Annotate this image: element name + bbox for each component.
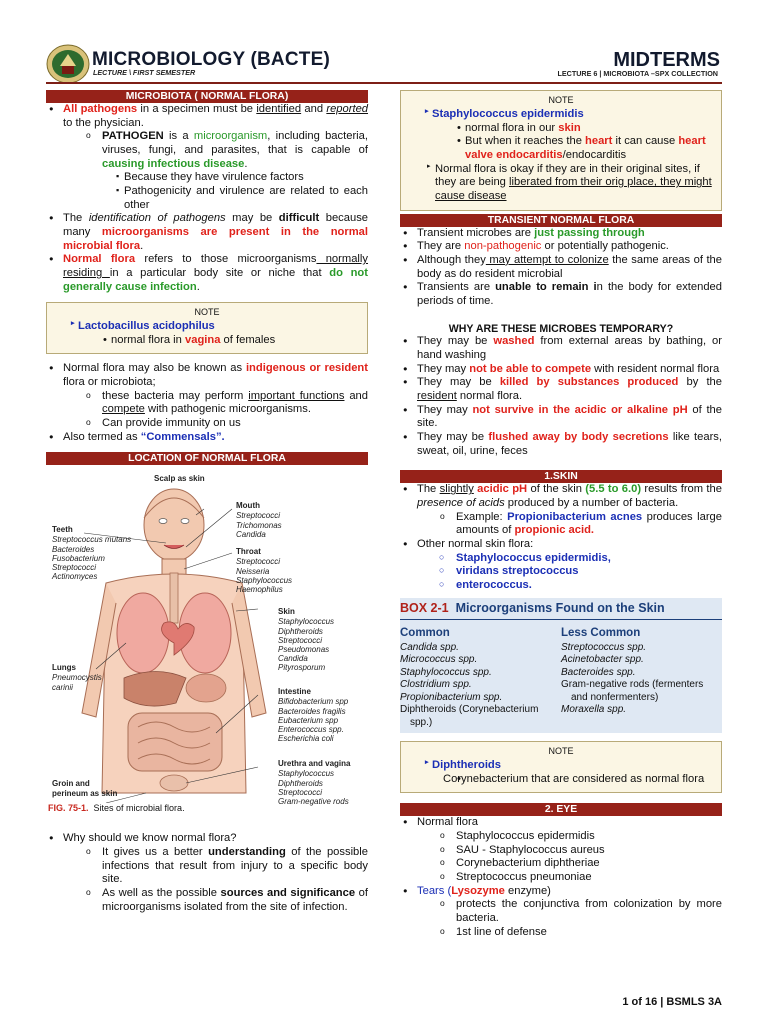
exam-title: MIDTERMS	[613, 49, 720, 71]
list-item: ● Normal flora may also be known as indigenous or resident flora or microbiota;	[46, 362, 368, 389]
university-seal-logo	[46, 44, 90, 84]
label-urethra: Urethra and vagina	[278, 759, 351, 769]
note-label: NOTE	[194, 307, 220, 318]
note-subitem: ▸ Normal flora is okay if they are in their original sites, if they are being liberated from their orig place, they might cause disease	[407, 163, 715, 204]
microbiota-list	[46, 103, 368, 294]
lecture-info: LECTURE 6 | MICROBIOTA –SPX COLLECTION	[557, 69, 718, 78]
list-item: o these bacteria may perform important functions and compete with pathogenic microorganisms.	[46, 390, 368, 417]
skin-list	[400, 483, 722, 592]
header-divider	[46, 82, 722, 84]
section-bar-location: LOCATION OF NORMAL FLORA	[46, 452, 368, 465]
list-item: ● They are non-pathogenic or potentially pathogenic.	[400, 240, 722, 254]
list-item: o Staphylococcus epidermidis	[400, 830, 722, 844]
note-item: ▸ Lactobacillus acidophilus	[53, 320, 361, 334]
list-item: ● Tears (Lysozyme enzyme)	[400, 885, 722, 899]
urethra-items: Staphylococcus Diphtheroids Streptococci Gram-negative rods	[278, 769, 349, 806]
note-item: ▸ Diphtheroids	[407, 759, 715, 773]
list-item: ● Also termed as “Commensals”.	[46, 431, 368, 445]
list-item: ● All pathogens in a specimen must be identified and reported to the physician.	[46, 103, 368, 130]
list-item: ○ enterococcus.	[400, 579, 722, 593]
section-bar-microbiota: MICROBIOTA ( NORMAL FLORA)	[46, 90, 368, 103]
list-item: ▪ Pathogenicity and virulence are related to each other	[46, 185, 368, 212]
transient-list	[400, 227, 722, 309]
box-skin-microorganisms	[400, 598, 722, 734]
list-item: o protects the conjunctiva from colonization by more bacteria.	[400, 898, 722, 925]
why-know-list	[46, 832, 368, 914]
note-item: ▸ Staphylococcus epidermidis	[407, 108, 715, 122]
left-column	[46, 90, 368, 914]
list-item: o SAU - Staphylococcus aureus	[400, 844, 722, 858]
label-skin: Skin	[278, 607, 295, 617]
label-teeth: Teeth	[52, 525, 73, 535]
note-box-lactobacillus	[46, 302, 368, 354]
label-lungs: Lungs	[52, 663, 76, 673]
box-title: BOX 2-1 Microorganisms Found on the Skin	[400, 600, 665, 615]
list-item: ● They may not survive in the acidic or alkaline pH of the site.	[400, 404, 722, 431]
note-subitem: • Corynebacterium that are considered as normal flora	[407, 773, 715, 787]
list-item: o Corynebacterium diphtheriae	[400, 857, 722, 871]
list-item: ● Although they may attempt to colonize the same areas of the body as do resident microbial	[400, 254, 722, 281]
list-item: ● Why should we know normal flora?	[46, 832, 368, 846]
list-item: o It gives us a better understanding of the possible infections that result from injury to a specific body site.	[46, 846, 368, 887]
throat-items: Streptococci Neisseria Staphylococcus Haemophilus	[236, 557, 293, 594]
list-item: ● Transient microbes are just passing through	[400, 227, 722, 241]
flora-list	[46, 362, 368, 444]
box-common-column: Common Candida spp. Micrococcus spp. Staphylococcus spp. Clostridium spp. Propionibacterium spp. Diphtheroids (Corynebacterium spp.)	[400, 627, 539, 728]
list-item: o 1st line of defense	[400, 926, 722, 940]
box-less-common-column: Less Common Streptococcus spp. Acinetobacter spp. Bacteroides spp. Gram-negative rods (fermenters and nonfermenters) Moraxella spp.	[561, 627, 704, 716]
note-label: NOTE	[548, 746, 574, 757]
eye-list	[400, 816, 722, 939]
page-footer: 1 of 16 | BSMLS 3A	[622, 996, 722, 1008]
list-item: ● Normal flora refers to those microorganisms normally residing in a particular body site or niche that do not generally cause infection.	[46, 253, 368, 294]
list-item: ● They may be washed from external areas by bathing, or hand washing	[400, 335, 722, 362]
list-item: ● Transients are unable to remain in the body for extended periods of time.	[400, 281, 722, 308]
section-bar-skin: 1.SKIN	[400, 470, 722, 483]
label-throat: Throat	[236, 547, 261, 557]
note-subitem: • But when it reaches the heart it can cause heart valve endocarditis/endocarditis	[407, 135, 715, 162]
note-box-diphtheroids	[400, 741, 722, 793]
list-item: ● The identification of pathogens may be difficult because many microorganisms are present in the normal microbial flora.	[46, 212, 368, 253]
teeth-items: Streptococcus mutans Bacteroides Fusobacterium Streptococci Actinomyces	[52, 535, 132, 582]
list-item: o Example: Propionibacterium acnes produces large amounts of propionic acid.	[400, 511, 722, 538]
list-item: o PATHOGEN is a microorganism, including bacteria, viruses, fungi, and parasites, that is capable of causing infectious disease.	[46, 130, 368, 171]
list-item: ○ viridans streptococcus	[400, 565, 722, 579]
list-item: ● Normal flora	[400, 816, 722, 830]
temporary-list	[400, 335, 722, 458]
list-item: o Can provide immunity on us	[46, 417, 368, 431]
list-item: ○ Staphylococcus epidermidis,	[400, 552, 722, 566]
why-temporary-heading: WHY ARE THESE MICROBES TEMPORARY?	[448, 322, 674, 335]
list-item: ● They may be killed by substances produced by the resident normal flora.	[400, 376, 722, 403]
intestine-items: Bifidobacterium spp Bacteroides fragilis Eubacterium spp Enterococcus spp. Escherichia coli	[278, 697, 349, 744]
body-flora-figure	[46, 473, 368, 818]
skin-items: Staphylococcus Diphtheroids Streptococci Pseudomonas Candida Pityrosporum	[278, 617, 335, 673]
list-item: o As well as the possible sources and significance of microorganisms isolated from the site of infection.	[46, 887, 368, 914]
list-item: o Streptococcus pneumoniae	[400, 871, 722, 885]
course-title: MICROBIOLOGY (BACTE)	[92, 49, 330, 70]
note-box-staph	[400, 90, 722, 211]
figure-caption: FIG. 75-1. Sites of microbial flora.	[48, 803, 185, 814]
course-subtitle: LECTURE \ FIRST SEMESTER	[93, 68, 196, 77]
lungs-items: Pneumocystis carinii	[52, 673, 102, 692]
section-bar-transient: TRANSIENT NORMAL FLORA	[400, 214, 722, 227]
note-subitem: • normal flora in our skin	[407, 122, 715, 136]
list-item: ● The slightly acidic pH of the skin (5.5 to 6.0) results from the presence of acids produced by a number of bacteria.	[400, 483, 722, 510]
mouth-items: Streptococci Trichomonas Candida	[236, 511, 282, 539]
label-mouth: Mouth	[236, 501, 260, 511]
note-subitem: • normal flora in vagina of females	[53, 334, 361, 348]
section-bar-eye: 2. EYE	[400, 803, 722, 816]
label-groin: Groin and perineum as skin	[52, 779, 118, 799]
label-scalp: Scalp as skin	[154, 474, 205, 484]
right-column	[400, 90, 722, 939]
box-divider	[400, 619, 722, 621]
label-intestine: Intestine	[278, 687, 311, 697]
list-item: ● Other normal skin flora:	[400, 538, 722, 552]
note-label: NOTE	[548, 95, 574, 105]
list-item: ● They may be flushed away by body secretions like tears, sweat, oil, urine, feces	[400, 431, 722, 458]
list-item: ▪ Because they have virulence factors	[46, 171, 368, 185]
list-item: ● They may not be able to compete with resident normal flora	[400, 363, 722, 377]
